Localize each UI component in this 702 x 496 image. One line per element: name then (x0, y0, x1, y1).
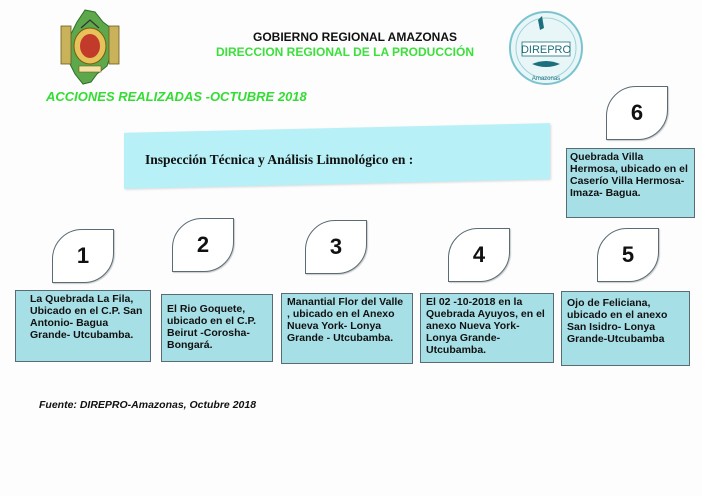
banner-text: Inspección Técnica y Análisis Limnológico en : (145, 152, 414, 167)
direccion-regional-title: DIRECCION REGIONAL DE LA PRODUCCIÓN (215, 45, 474, 59)
amazonas-coat-of-arms-logo (57, 8, 123, 86)
direpro-logo-text: DIREPRO (520, 44, 572, 56)
source-note: Fuente: DIREPRO-Amazonas, Octubre 2018 (39, 399, 257, 411)
acciones-title: ACCIONES REALIZADAS -OCTUBRE 2018 (46, 89, 307, 104)
item-card-1: La Quebrada La Fila, Ubicado en el C.P. San Antonio- Bagua Grande- Utcubamba. (15, 290, 151, 362)
item-card-6: Quebrada Villa Hermosa, ubicado en el Caserío Villa Hermosa- Imaza- Bagua. (566, 148, 695, 218)
number-badge-1: 1 (52, 229, 114, 283)
number-badge-5: 5 (597, 228, 659, 282)
direpro-logo-subtext: Amazonas (531, 76, 561, 82)
direpro-logo (508, 10, 584, 86)
item-card-5: Ojo de Feliciana, ubicado en el anexo San Isidro- Lonya Grande-Utcubamba (561, 291, 690, 366)
item-card-2: El Rio Goquete, ubicado en el C.P. Beirut -Corosha- Bongará. (161, 294, 273, 362)
number-badge-6: 6 (606, 86, 668, 140)
number-badge-4: 4 (448, 228, 510, 282)
item-card-4: El 02 -10-2018 en la Quebrada Ayuyos, en el anexo Nueva York- Lonya Grande- Utcubamba. (420, 293, 554, 363)
gobierno-regional-title: GOBIERNO REGIONAL AMAZONAS (252, 30, 457, 44)
number-badge-3: 3 (305, 220, 367, 274)
number-badge-2: 2 (172, 218, 234, 272)
item-card-3: Manantial Flor del Valle , ubicado en el Anexo Nueva York- Lonya Grande - Utcubamba. (281, 293, 413, 364)
